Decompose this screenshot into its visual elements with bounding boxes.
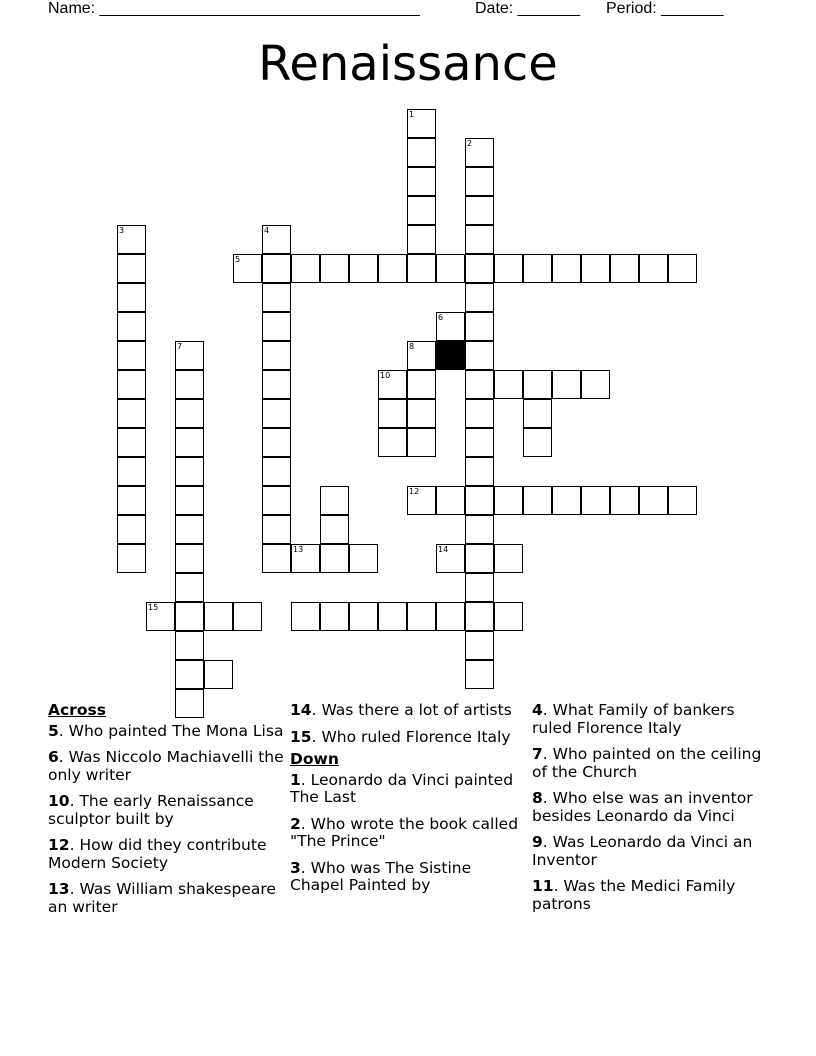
crossword-cell[interactable] <box>175 544 204 573</box>
crossword-cell[interactable] <box>668 486 697 515</box>
crossword-cell[interactable] <box>407 486 436 515</box>
crossword-cell[interactable] <box>117 544 146 573</box>
crossword-cell[interactable] <box>639 254 668 283</box>
crossword-cell[interactable] <box>175 428 204 457</box>
crossword-cell[interactable] <box>465 602 494 631</box>
crossword-cell[interactable] <box>320 254 349 283</box>
cell-number: 2 <box>467 139 473 148</box>
clue-item: 5. Who painted The Mona Lisa <box>48 721 284 740</box>
cell-number: 13 <box>293 545 304 554</box>
crossword-cell[interactable] <box>465 457 494 486</box>
crossword-cell[interactable] <box>291 544 320 573</box>
crossword-cell[interactable] <box>436 254 465 283</box>
crossword-cell[interactable] <box>407 370 436 399</box>
crossword-cell[interactable] <box>262 486 291 515</box>
crossword-cell[interactable] <box>175 573 204 602</box>
clue-item: 4. What Family of bankers ruled Florence Italy <box>532 701 735 737</box>
across-heading: Across <box>48 701 106 719</box>
clue-number: 7 <box>532 745 543 763</box>
crossword-cell[interactable] <box>117 428 146 457</box>
clue-text: Leonardo da Vinci painted The Last <box>290 770 514 806</box>
clue-number: 11 <box>532 877 554 895</box>
crossword-cell[interactable] <box>175 486 204 515</box>
crossword-cell[interactable] <box>465 486 494 515</box>
clue-item: 10. The early Renaissance sculptor built by <box>48 792 254 828</box>
crossword-cell[interactable] <box>378 399 407 428</box>
crossword-cell[interactable] <box>407 341 436 370</box>
crossword-cell[interactable] <box>291 254 320 283</box>
clue-text: What Family of bankers ruled Florence Italy <box>532 701 735 737</box>
clue-text: Who painted on the ceiling of the Church <box>532 745 762 781</box>
crossword-cell[interactable] <box>117 486 146 515</box>
crossword-cell[interactable] <box>378 428 407 457</box>
crossword-cell[interactable] <box>668 254 697 283</box>
crossword-cell[interactable] <box>349 602 378 631</box>
crossword-cell[interactable] <box>436 486 465 515</box>
cell-number: 1 <box>409 110 415 119</box>
crossword-cell[interactable] <box>465 196 494 225</box>
clue-number: 6 <box>48 748 59 766</box>
crossword-cell[interactable] <box>320 515 349 544</box>
clue-text: The early Renaissance sculptor built by <box>48 792 254 828</box>
clue-item: 7. Who painted on the ceiling of the Church <box>532 745 762 781</box>
clue-text: Was Leonardo da Vinci an Inventor <box>532 833 753 869</box>
crossword-cell[interactable] <box>436 544 465 573</box>
crossword-cell[interactable] <box>262 399 291 428</box>
crossword-cell[interactable] <box>117 312 146 341</box>
crossword-cell[interactable] <box>117 515 146 544</box>
clue-item: 2. Who wrote the book called "The Prince" <box>290 814 519 850</box>
crossword-cell[interactable] <box>262 370 291 399</box>
name-field[interactable]: Name: ____________________________________ <box>48 0 420 17</box>
clue-number: 14 <box>290 701 312 719</box>
clue-item: 9. Was Leonardo da Vinci an Inventor <box>532 833 753 869</box>
crossword-cell[interactable] <box>581 254 610 283</box>
crossword-cell[interactable] <box>175 341 204 370</box>
crossword-cell[interactable] <box>349 254 378 283</box>
crossword-cell[interactable] <box>117 225 146 254</box>
crossword-cell[interactable] <box>320 486 349 515</box>
crossword-cell[interactable] <box>465 341 494 370</box>
crossword-cell[interactable] <box>465 312 494 341</box>
cell-number: 14 <box>438 545 449 554</box>
crossword-cell[interactable] <box>407 167 436 196</box>
cell-number: 3 <box>119 226 125 235</box>
clue-item: 8. Who else was an inventor besides Leonardo da Vinci <box>532 789 753 825</box>
crossword-cell[interactable] <box>436 312 465 341</box>
clue-number: 13 <box>48 880 70 898</box>
crossword-cell[interactable] <box>175 399 204 428</box>
crossword-cell[interactable] <box>378 254 407 283</box>
crossword-cell[interactable] <box>465 631 494 660</box>
crossword-cell[interactable] <box>407 225 436 254</box>
cell-number: 8 <box>409 342 415 351</box>
clue-number: 15 <box>290 727 312 746</box>
crossword-cell[interactable] <box>494 486 523 515</box>
cell-number: 6 <box>438 313 444 322</box>
crossword-cell[interactable] <box>407 399 436 428</box>
clue-text: How did they contribute Modern Society <box>48 836 267 872</box>
clue-item: 13. Was William shakespeare an writer <box>48 880 276 916</box>
crossword-cell[interactable] <box>407 602 436 631</box>
crossword-cell[interactable] <box>465 283 494 312</box>
crossword-cell[interactable] <box>407 109 436 138</box>
crossword-cell[interactable] <box>262 428 291 457</box>
crossword-cell[interactable] <box>523 399 552 428</box>
crossword-cell[interactable] <box>349 544 378 573</box>
crossword-cell[interactable] <box>291 602 320 631</box>
crossword-cell[interactable] <box>465 399 494 428</box>
crossword-cell[interactable] <box>581 370 610 399</box>
crossword-cell[interactable] <box>523 254 552 283</box>
crossword-cell[interactable] <box>117 283 146 312</box>
date-field[interactable]: Date: _______ <box>475 0 580 17</box>
crossword-cell[interactable] <box>320 544 349 573</box>
period-field[interactable]: Period: _______ <box>606 0 724 17</box>
crossword-cell[interactable] <box>117 399 146 428</box>
crossword-cell[interactable] <box>204 602 233 631</box>
crossword-cell[interactable] <box>465 515 494 544</box>
crossword-cell[interactable] <box>262 544 291 573</box>
crossword-cell[interactable] <box>465 370 494 399</box>
black-square <box>436 341 465 370</box>
crossword-cell[interactable] <box>262 283 291 312</box>
crossword-cell[interactable] <box>117 370 146 399</box>
crossword-cell[interactable] <box>465 225 494 254</box>
crossword-cell[interactable] <box>117 254 146 283</box>
crossword-cell[interactable] <box>233 254 262 283</box>
crossword-cell[interactable] <box>610 254 639 283</box>
crossword-cell[interactable] <box>175 370 204 399</box>
clue-number: 12 <box>48 836 70 854</box>
cell-number: 5 <box>235 255 241 264</box>
clue-number: 9 <box>532 833 543 851</box>
cell-number: 4 <box>264 226 270 235</box>
crossword-cell[interactable] <box>262 457 291 486</box>
clue-text: Was there a lot of artists <box>321 701 512 719</box>
clue-text: Who was The Sistine Chapel Painted by <box>290 858 472 894</box>
crossword-cell[interactable] <box>175 602 204 631</box>
crossword-cell[interactable] <box>204 660 233 689</box>
crossword-cell[interactable] <box>523 370 552 399</box>
crossword-cell[interactable] <box>465 167 494 196</box>
clue-item: 6. Was Niccolo Machiavelli the only writer <box>48 748 284 784</box>
crossword-cell[interactable] <box>262 254 291 283</box>
clue-number: 5 <box>48 721 59 740</box>
crossword-cell[interactable] <box>610 486 639 515</box>
crossword-cell[interactable] <box>523 486 552 515</box>
crossword-cell[interactable] <box>494 544 523 573</box>
clue-item: 15. Who ruled Florence Italy <box>290 727 511 746</box>
clue-item: 3. Who was The Sistine Chapel Painted by <box>290 858 472 894</box>
crossword-cell[interactable] <box>117 457 146 486</box>
clue-text: Was Niccolo Machiavelli the only writer <box>48 748 284 784</box>
crossword-cell[interactable] <box>465 254 494 283</box>
cell-number: 12 <box>409 487 420 496</box>
clue-text: Who ruled Florence Italy <box>321 727 511 746</box>
crossword-cell[interactable] <box>552 370 581 399</box>
crossword-cell[interactable] <box>407 196 436 225</box>
crossword-cell[interactable] <box>465 573 494 602</box>
clue-number: 8 <box>532 789 543 807</box>
crossword-cell[interactable] <box>262 341 291 370</box>
puzzle-title: Renaissance <box>258 36 558 92</box>
crossword-cell[interactable] <box>175 631 204 660</box>
cell-number: 10 <box>380 371 391 380</box>
crossword-cell[interactable] <box>639 486 668 515</box>
crossword-cell[interactable] <box>407 428 436 457</box>
down-heading: Down <box>290 750 339 768</box>
crossword-cell[interactable] <box>465 544 494 573</box>
clue-text: Was the Medici Family patrons <box>532 877 736 913</box>
crossword-cell[interactable] <box>407 138 436 167</box>
clue-item: 11. Was the Medici Family patrons <box>532 877 736 913</box>
crossword-cell[interactable] <box>378 602 407 631</box>
crossword-cell[interactable] <box>320 602 349 631</box>
clue-number: 1 <box>290 770 301 789</box>
cell-number: 7 <box>177 342 183 351</box>
clues-column-1 <box>48 702 284 925</box>
clue-text: Who else was an inventor besides Leonardo da Vinci <box>532 789 753 825</box>
clues-column-3 <box>532 702 772 922</box>
crossword-cell[interactable] <box>407 254 436 283</box>
crossword-cell[interactable] <box>523 428 552 457</box>
clue-number: 3 <box>290 858 301 877</box>
crossword-cell[interactable] <box>378 370 407 399</box>
crossword-cell[interactable] <box>552 486 581 515</box>
crossword-cell[interactable] <box>494 370 523 399</box>
clue-item: 1. Leonardo da Vinci painted The Last <box>290 770 514 806</box>
crossword-cell[interactable] <box>233 602 262 631</box>
crossword-cell[interactable] <box>175 660 204 689</box>
crossword-cell[interactable] <box>465 428 494 457</box>
crossword-cell[interactable] <box>117 341 146 370</box>
clue-number: 2 <box>290 814 301 833</box>
clues-column-2 <box>290 702 526 904</box>
crossword-cell[interactable] <box>465 138 494 167</box>
crossword-cell[interactable] <box>262 312 291 341</box>
crossword-cell[interactable] <box>146 602 175 631</box>
cell-number: 15 <box>148 603 159 612</box>
crossword-cell[interactable] <box>552 254 581 283</box>
crossword-cell[interactable] <box>494 602 523 631</box>
clue-item: 14. Was there a lot of artists <box>290 701 512 719</box>
crossword-cell[interactable] <box>262 515 291 544</box>
clue-item: 12. How did they contribute Modern Society <box>48 836 267 872</box>
clue-text: Was William shakespeare an writer <box>48 880 276 916</box>
crossword-cell[interactable] <box>581 486 610 515</box>
crossword-cell[interactable] <box>436 602 465 631</box>
crossword-cell[interactable] <box>175 457 204 486</box>
clue-number: 4 <box>532 701 543 719</box>
crossword-cell[interactable] <box>262 225 291 254</box>
clue-text: Who painted The Mona Lisa <box>68 721 284 740</box>
crossword-cell[interactable] <box>494 254 523 283</box>
clue-number: 10 <box>48 792 70 810</box>
crossword-cell[interactable] <box>465 660 494 689</box>
crossword-cell[interactable] <box>175 515 204 544</box>
clue-text: Who wrote the book called "The Prince" <box>290 814 519 850</box>
